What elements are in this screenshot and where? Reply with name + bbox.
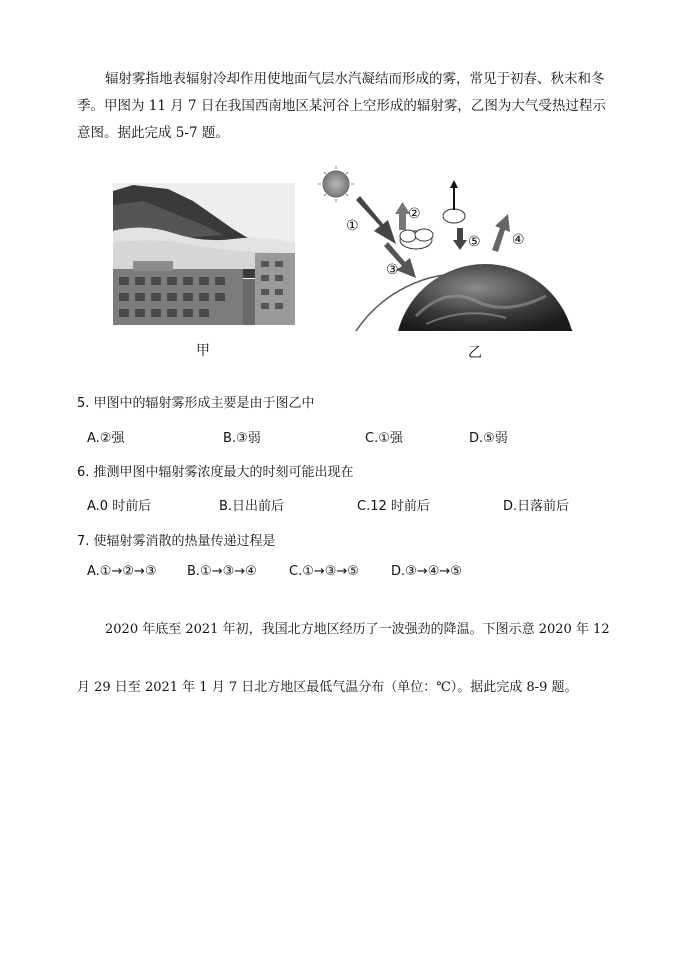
q7-option-c: C.①→③→⑤ <box>289 564 359 579</box>
fog-photo <box>113 183 295 325</box>
q6-option-a: A.0 时前后 <box>87 499 152 514</box>
intro-paragraph <box>77 66 617 147</box>
second-intro-line-1: 2020 年底至 2021 年初，我国北方地区经历了一波强劲的降温。下图示意 2020 年 12 <box>105 622 610 637</box>
cloud-left <box>400 229 433 249</box>
atmosphere-heating-diagram <box>316 166 580 336</box>
intro-text: 辐射雾指地表辐射冷却作用使地面气层水汽凝结而形成的雾，常见于初春、秋末和冬季。甲图为 11 月 7 日在我国西南地区某河谷上空形成的辐射雾，乙图为大气受热过程示意图。据此完成 5-7 题。 <box>77 71 606 141</box>
label-5: ⑤ <box>468 234 481 250</box>
q7-option-a: A.①→②→③ <box>87 564 157 579</box>
label-4: ④ <box>512 232 525 248</box>
label-2: ② <box>408 206 421 222</box>
arrow-4 <box>492 214 510 252</box>
q6-option-c: C.12 时前后 <box>357 499 430 514</box>
label-1: ① <box>346 218 359 234</box>
label-3: ③ <box>386 262 399 278</box>
q5-option-d: D.⑤弱 <box>469 431 508 446</box>
q7-option-d: D.③→④→⑤ <box>391 564 462 579</box>
arrow-up-thin <box>450 180 458 210</box>
arrow-5 <box>453 228 467 250</box>
figure-jia-caption: 甲 <box>196 343 210 359</box>
q5-option-c: C.①强 <box>365 431 403 446</box>
arrow-1 <box>356 196 396 244</box>
sun-icon <box>318 166 354 202</box>
q5-option-a: A.②强 <box>87 431 125 446</box>
figure-yi-caption: 乙 <box>468 345 482 361</box>
q6-option-b: B.日出前后 <box>219 499 285 514</box>
question-6-stem: 6. 推测甲图中辐射雾浓度最大的时刻可能出现在 <box>77 465 354 480</box>
cloud-right <box>443 209 465 223</box>
q7-option-b: B.①→③→④ <box>187 564 257 579</box>
q5-option-b: B.③弱 <box>223 431 261 446</box>
question-7-stem: 7. 使辐射雾消散的热量传递过程是 <box>77 534 276 549</box>
second-intro-line-2: 月 29 日至 2021 年 1 月 7 日北方地区最低气温分布（单位：℃）。据此完成 8-9 题。 <box>77 680 578 695</box>
question-5-stem: 5. 甲图中的辐射雾形成主要是由于图乙中 <box>77 396 315 411</box>
q6-option-d: D.日落前后 <box>503 499 570 514</box>
